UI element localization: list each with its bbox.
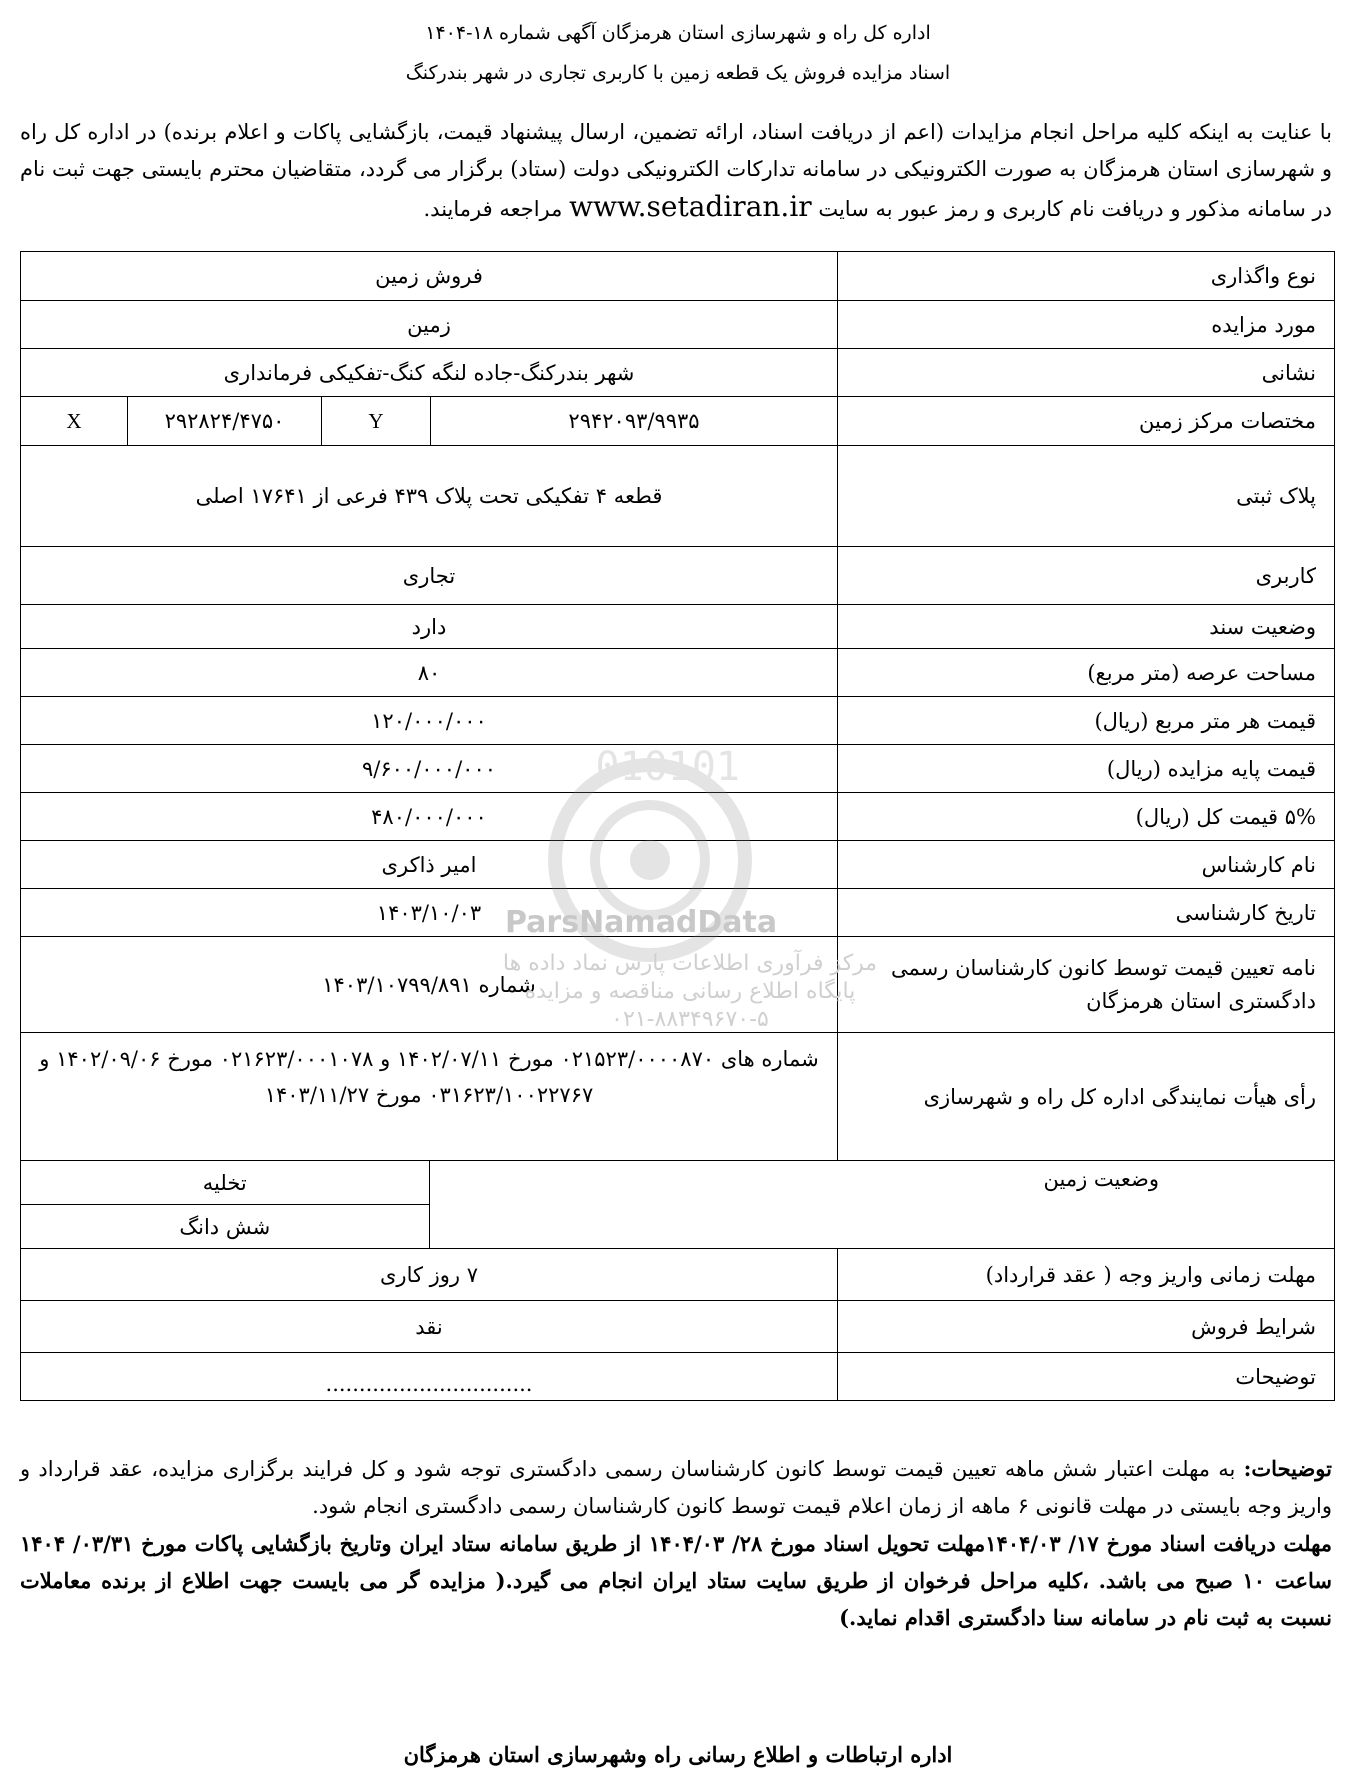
subject-label: مورد مزایده	[838, 301, 1335, 349]
table-row	[21, 1033, 1335, 1161]
deadline-value: ۷ روز کاری	[21, 1249, 838, 1301]
deadline-label: مهلت زمانی واریز وجه ( عقد قرارداد)	[838, 1249, 1335, 1301]
table-row	[21, 349, 1335, 397]
table-row	[21, 252, 1335, 301]
expert-label: نام کارشناس	[838, 841, 1335, 889]
table-row	[21, 745, 1335, 793]
watermark-line-1: مرکز فرآوری اطلاعات پارس نماد داده ها	[502, 951, 878, 976]
area-label: مساحت عرصه (متر مربع)	[838, 649, 1335, 697]
table-row	[21, 446, 1335, 547]
watermark-phone: ۰۲۱-۸۸۳۴۹۶۷۰-۵	[611, 1007, 769, 1032]
x-value: ۲۹۲۸۲۴/۴۷۵۰	[164, 409, 285, 433]
y-letter: Y	[322, 397, 431, 445]
auction-details-table	[20, 251, 1335, 1401]
unit-price-label: قیمت هر متر مربع (ریال)	[838, 697, 1335, 745]
vote-value: شماره های ۰۲۱۵۲۳/۰۰۰۰۸۷۰ مورخ ۱۴۰۲/۰۷/۱۱ و ۰۲۱۶۲۳/۰۰۰۱۰۷۸ مورخ ۱۴۰۲/۰۹/۰۶ و ۰۳۱۶۲۳/۱۰۰۲۲۷۶۷ مورخ ۱۴۰۳/۱۱/۲۷	[21, 1033, 838, 1161]
table-row	[21, 649, 1335, 697]
notes-text-1: به مهلت اعتبار شش ماهه تعیین قیمت توسط کانون کارشناسان رسمی دادگستری توجه شود و کل فرایند برگزاری مزایده، عقد قرارداد و واریز وجه بایستی در مهلت قانونی ۶ ماهه از زمان اعلام قیمت توسط کانون کارشناسان رسمی دادگستری انجام شود.	[20, 1457, 1332, 1518]
area-value: ۸۰	[21, 649, 838, 697]
land-status-value-2: شش دانگ	[21, 1205, 430, 1249]
watermark-brand: ParsNamadData	[505, 905, 778, 940]
type-label: نوع واگذاری	[838, 252, 1335, 301]
base-price-value: ۹/۶۰۰/۰۰۰/۰۰۰	[21, 745, 838, 793]
watermark-digits: 010101	[595, 744, 740, 790]
table-row	[21, 697, 1335, 745]
intro-paragraph	[20, 114, 1332, 228]
intro-tail: مراجعه فرمایند.	[423, 197, 563, 221]
unit-price-value: ۱۲۰/۰۰۰/۰۰۰	[21, 697, 838, 745]
letter-number-prefix: شماره	[478, 972, 536, 997]
table-row	[21, 1353, 1335, 1401]
notes-paragraph-1	[20, 1450, 1332, 1525]
table-row	[21, 547, 1335, 605]
land-status-value-1: تخلیه	[21, 1161, 430, 1205]
deed-value: دارد	[21, 605, 838, 649]
coords-cell	[21, 397, 838, 446]
table-row	[21, 605, 1335, 649]
table-row	[21, 1249, 1335, 1301]
expert-date-label: تاریخ کارشناسی	[838, 889, 1335, 937]
notes-section	[20, 1450, 1332, 1636]
coords-subtable	[21, 397, 837, 445]
usage-label: کاربری	[838, 547, 1335, 605]
table-row	[21, 841, 1335, 889]
address-value: شهر بندرکنگ-جاده لنگه کنگ-تفکیکی فرمانداری	[21, 349, 838, 397]
table-row	[21, 1301, 1335, 1353]
address-label: نشانی	[838, 349, 1335, 397]
remarks-value: ...............................	[21, 1353, 838, 1401]
table-row	[21, 1161, 1335, 1205]
remarks-label: توضیحات	[838, 1353, 1335, 1401]
usage-value: تجاری	[21, 547, 838, 605]
expert-value: امیر ذاکری	[21, 841, 838, 889]
deed-label: وضعیت سند	[838, 605, 1335, 649]
terms-value: نقد	[21, 1301, 838, 1353]
intro-text: با عنایت به اینکه کلیه مراحل انجام مزایدات (اعم از دریافت اسناد، ارائه تضمین، ارسال پیشنهاد قیمت، بازگشایی پاکات و اعلام برنده) در اداره کل راه و شهرسازی استان هرمزگان به صورت الکترونیکی در سامانه تدارکات الکترونیکی دولت (ستاد) برگزار می گردد، متقاضیان محترم بایستی جهت ثبت نام در سامانه مذکور و دریافت نام کاربری و رمز عبور به سایت	[20, 120, 1332, 221]
footer-signature: اداره ارتباطات و اطلاع رسانی راه وشهرسازی استان هرمزگان	[403, 1742, 953, 1767]
table-row	[21, 793, 1335, 841]
type-value: فروش زمین	[21, 252, 838, 301]
plaque-value: قطعه ۴ تفکیکی تحت پلاک ۴۳۹ فرعی از ۱۷۶۴۱ اصلی	[21, 446, 838, 547]
notes-paragraph-2: مهلت دریافت اسناد مورخ ۱۷/ ۱۴۰۴/۰۳مهلت تحویل اسناد مورخ ۲۸/ ۱۴۰۴/۰۳ از طریق سامانه ستاد ایران وتاریخ بازگشایی پاکات مورخ ۰۳/۳۱/ ۱۴۰۴ ساعت ۱۰ صبح می باشد. ،کلیه مراحل فرخوان از طریق سایت ستاد ایران انجام می گیرد.( مزایده گر می بایست جهت اطلاع از برنده معاملات نسبت به ثبت نام در سامانه سنا دادگستری اقدام نماید.)	[20, 1531, 1333, 1630]
table-row	[21, 301, 1335, 349]
letter-label: نامه تعیین قیمت توسط کانون کارشناسان رسمی دادگستری استان هرمزگان	[838, 937, 1335, 1033]
watermark-text	[500, 950, 880, 1034]
terms-label: شرایط فروش	[838, 1301, 1335, 1353]
x-letter: X	[21, 397, 128, 445]
header-line-2: اسناد مزایده فروش یک قطعه زمین با کاربری تجاری در شهر بندرکنگ	[405, 62, 951, 84]
land-status-label: وضعیت زمین	[429, 1161, 1335, 1249]
vote-label: رأی هیأت نمایندگی اداره کل راه و شهرسازی	[838, 1033, 1335, 1161]
watermark-line-2: پایگاه اطلاع رسانی مناقصه و مزایده	[524, 979, 856, 1004]
table-row	[21, 397, 1335, 446]
letter-number: ۱۴۰۳/۱۰۷۹۹/۸۹۱	[322, 972, 472, 997]
five-percent-label: ۵% قیمت کل (ریال)	[838, 793, 1335, 841]
expert-date-value: ۱۴۰۳/۱۰/۰۳	[21, 889, 838, 937]
plaque-label: پلاک ثبتی	[838, 446, 1335, 547]
five-percent-value: ۴۸۰/۰۰۰/۰۰۰	[21, 793, 838, 841]
base-price-label: قیمت پایه مزایده (ریال)	[838, 745, 1335, 793]
subject-value: زمین	[21, 301, 838, 349]
header-line-1: اداره کل راه و شهرسازی استان هرمزگان آگهی شماره ۱۸-۱۴۰۴	[425, 22, 931, 44]
website-link[interactable]: www.setadiran.ir	[569, 190, 812, 223]
notes-heading: توضیحات:	[1243, 1456, 1332, 1481]
coords-label: مختصات مرکز زمین	[838, 397, 1335, 446]
y-value: ۲۹۴۲۰۹۳/۹۹۳۵	[568, 409, 700, 433]
